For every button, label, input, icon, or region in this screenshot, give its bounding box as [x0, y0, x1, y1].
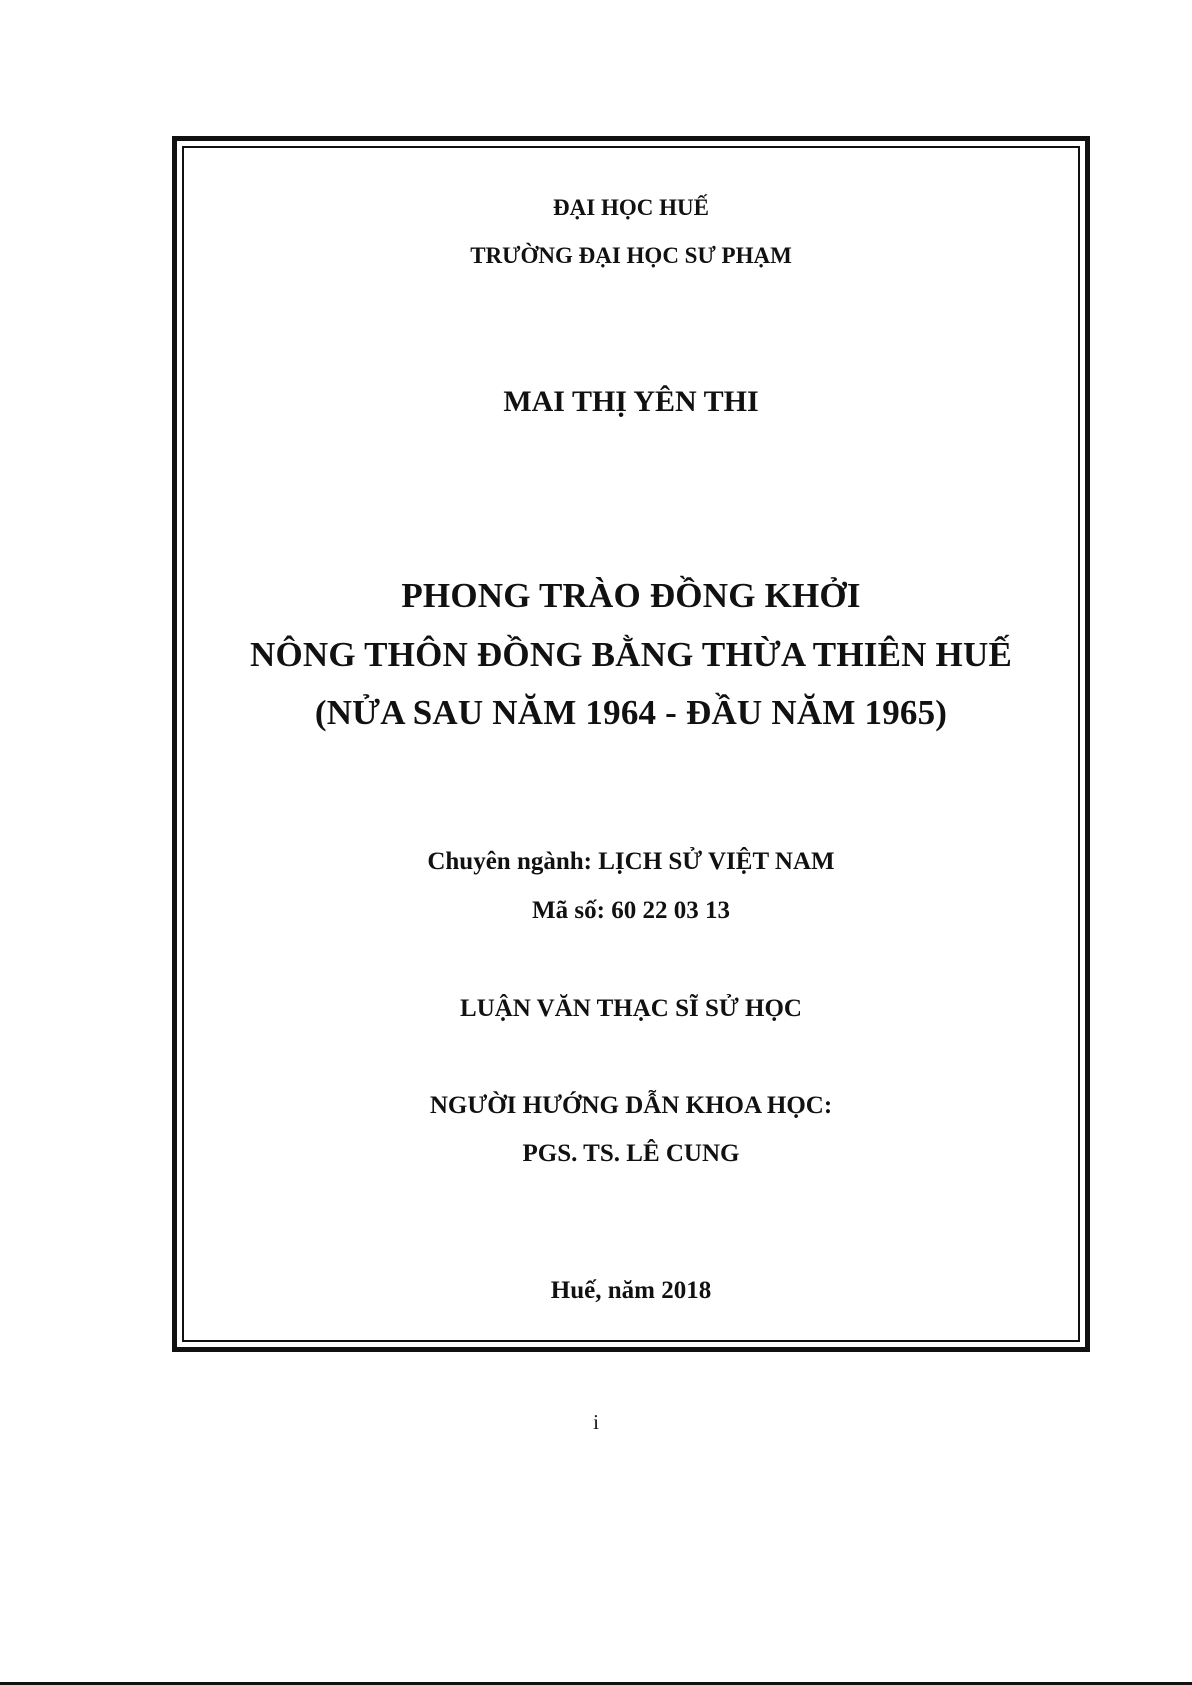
major-label: Chuyên ngành: LỊCH SỬ VIỆT NAM [427, 848, 835, 875]
place-and-year: Huế, năm 2018 [550, 1277, 712, 1304]
advisor-label: NGƯỜI HƯỚNG DẪN KHOA HỌC: [429, 1092, 833, 1119]
thesis-type: LUẬN VĂN THẠC SĨ SỬ HỌC [460, 995, 802, 1022]
cover-border-inner [182, 146, 1080, 1342]
author-name: MAI THỊ YÊN THI [503, 385, 759, 418]
university-name: ĐẠI HỌC HUẾ [553, 195, 709, 220]
major-code: Mã số: 60 22 03 13 [532, 897, 730, 924]
thesis-title-line-1: PHONG TRÀO ĐỒNG KHỞI [401, 576, 861, 615]
cover-border-outer [172, 136, 1090, 1352]
thesis-title-line-2: NÔNG THÔN ĐỒNG BẰNG THỪA THIÊN HUẾ [249, 635, 1013, 674]
page-number: i [593, 1410, 599, 1434]
school-name: TRƯỜNG ĐẠI HỌC SƯ PHẠM [470, 243, 792, 268]
thesis-title-line-3: (NỬA SAU NĂM 1964 - ĐẦU NĂM 1965) [314, 693, 948, 732]
advisor-name: PGS. TS. LÊ CUNG [522, 1140, 740, 1167]
